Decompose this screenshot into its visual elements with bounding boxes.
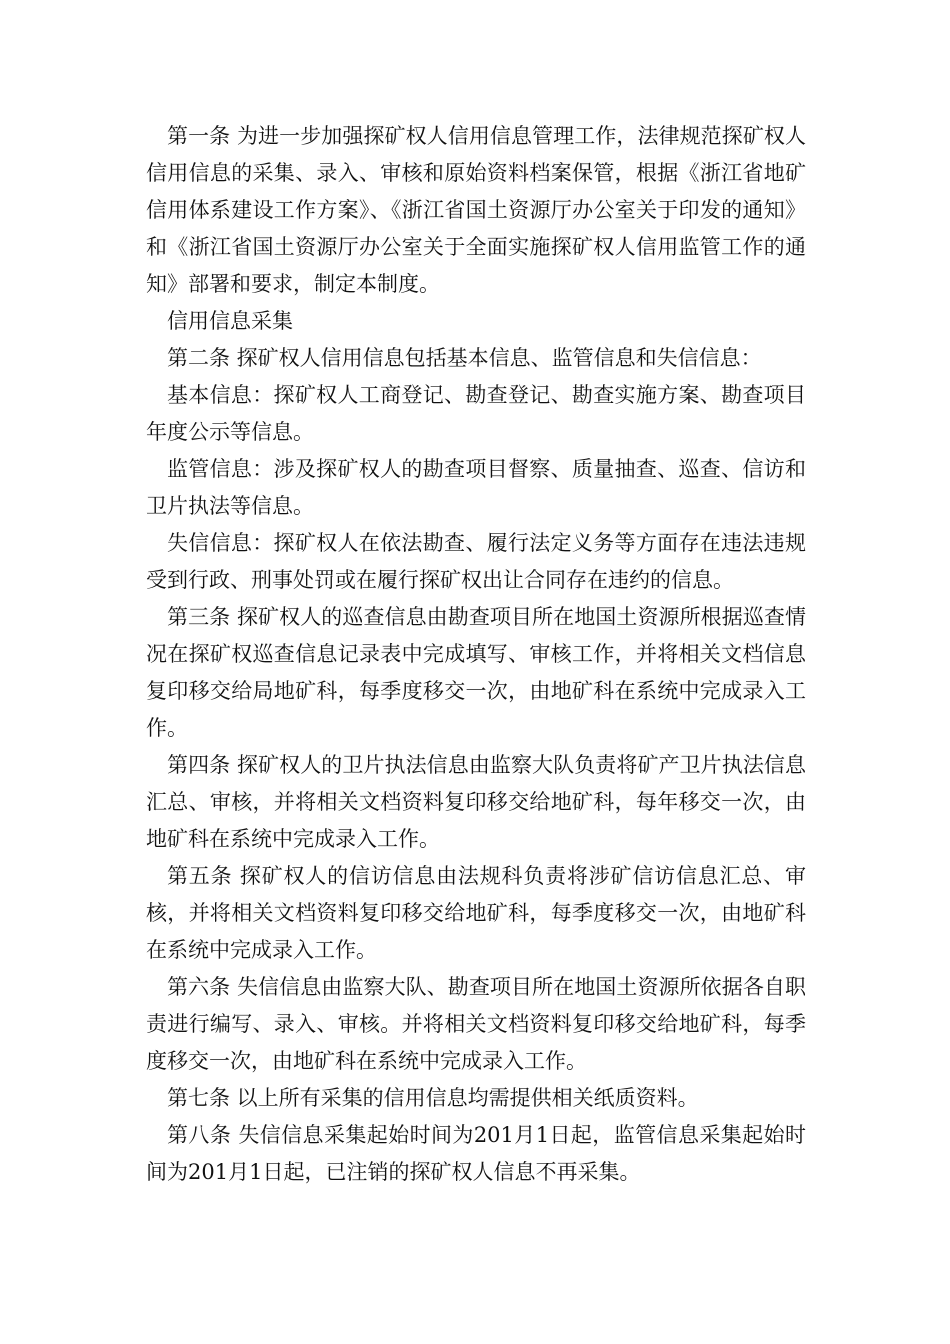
- article-8-paragraph: 第八条 失信信息采集起始时间为201月1日起，监管信息采集起始时间为201月1日起，已注销的探矿权人信息不再采集。: [146, 1123, 806, 1184]
- article-2-paragraph: 第二条 探矿权人信用信息包括基本信息、监管信息和失信信息：: [167, 346, 762, 370]
- section-heading-credit-info-collection: 信用信息采集: [167, 309, 293, 333]
- article-3-paragraph: 第三条 探矿权人的巡查信息由勘查项目所在地国土资源所根据巡查情况在探矿权巡查信息记录表中完成填写、审核工作，并将相关文档信息复印移交给局地矿科，每季度移交一次，由地矿科在系统中完成录入工作。: [146, 605, 806, 740]
- article-6-paragraph: 第六条 失信信息由监察大队、勘查项目所在地国土资源所依据各自职责进行编写、录入、审核。并将相关文档资料复印移交给地矿科，每季度移交一次，由地矿科在系统中完成录入工作。: [146, 975, 806, 1073]
- dishonesty-info-paragraph: 失信信息：探矿权人在依法勘查、履行法定义务等方面存在违法违规受到行政、刑事处罚或在履行探矿权出让合同存在违约的信息。: [146, 531, 806, 592]
- article-1-paragraph: 第一条 为进一步加强探矿权人信用信息管理工作，法律规范探矿权人信用信息的采集、录入、审核和原始资料档案保管，根据《浙江省地矿信用体系建设工作方案》、《浙江省国土资源厅办公室关于印发的通知》和《浙江省国土资源厅办公室关于全面实施探矿权人信用监管工作的通知》部署和要求，制定本制度。: [146, 124, 806, 296]
- document-body: [146, 118, 806, 1191]
- basic-info-paragraph: 基本信息：探矿权人工商登记、勘查登记、勘查实施方案、勘查项目年度公示等信息。: [146, 383, 806, 444]
- article-4-paragraph: 第四条 探矿权人的卫片执法信息由监察大队负责将矿产卫片执法信息汇总、审核，并将相关文档资料复印移交给地矿科，每年移交一次，由地矿科在系统中完成录入工作。: [146, 753, 806, 851]
- article-7-paragraph: 第七条 以上所有采集的信用信息均需提供相关纸质资料。: [167, 1086, 699, 1110]
- supervision-info-paragraph: 监管信息：涉及探矿权人的勘查项目督察、质量抽查、巡查、信访和卫片执法等信息。: [146, 457, 806, 518]
- article-5-paragraph: 第五条 探矿权人的信访信息由法规科负责将涉矿信访信息汇总、审核，并将相关文档资料复印移交给地矿科，每季度移交一次，由地矿科在系统中完成录入工作。: [146, 864, 806, 962]
